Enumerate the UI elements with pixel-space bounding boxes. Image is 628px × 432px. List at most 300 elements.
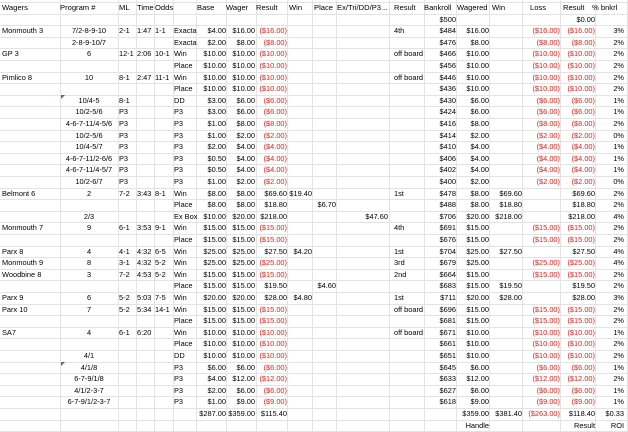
cell-loss[interactable]: ($6.00) xyxy=(536,385,560,395)
cell-fin[interactable]: 2nd xyxy=(394,269,407,279)
column-header-ml[interactable]: ML xyxy=(119,3,130,12)
cell-fin[interactable]: 1st xyxy=(394,293,404,302)
cell-fin[interactable]: off board xyxy=(394,72,424,82)
cell-wagered[interactable]: $9.00 xyxy=(470,397,489,407)
cell-track[interactable]: Monmouth 3 xyxy=(2,26,44,36)
cell-type[interactable]: P3 xyxy=(174,119,184,128)
cell-result[interactable]: $27.50 xyxy=(264,246,287,256)
cell-bankroll[interactable]: $683 xyxy=(439,281,456,291)
cell-loss[interactable]: ($9.00) xyxy=(536,397,560,407)
cell-base[interactable]: $2.00 xyxy=(207,385,226,395)
cell-wagered[interactable]: $6.00 xyxy=(470,95,489,105)
cell-wagered[interactable]: $15.00 xyxy=(466,281,489,291)
cell-base[interactable]: $15.00 xyxy=(203,269,226,279)
cell-type[interactable]: Win xyxy=(174,188,187,198)
cell-wager[interactable]: $20.00 xyxy=(232,211,255,221)
cell-result[interactable]: $28.00 xyxy=(264,293,287,302)
cell-odds[interactable]: 5-2 xyxy=(155,269,166,279)
cell-result[interactable]: ($8.00) xyxy=(263,37,287,47)
cell-time[interactable]: 2:06 xyxy=(137,49,152,59)
cell-odds[interactable]: 5-2 xyxy=(155,258,166,268)
cell-result[interactable]: ($15.00) xyxy=(259,304,287,314)
cell-bankroll[interactable]: $633 xyxy=(439,374,456,384)
cell-type[interactable]: Win xyxy=(174,269,187,279)
cell-loss[interactable]: ($16.00) xyxy=(532,26,560,36)
cell-wager[interactable]: $2.00 xyxy=(236,130,255,140)
cell-type[interactable]: Win xyxy=(174,223,187,233)
cell-base[interactable]: $0.50 xyxy=(207,153,226,163)
cell-pct[interactable]: 2% xyxy=(613,351,624,360)
cell-exotic[interactable]: $47.60 xyxy=(365,211,388,221)
cell-base[interactable]: $25.00 xyxy=(203,246,226,256)
column-header-wagered[interactable]: Wagered xyxy=(457,3,488,12)
cell-program[interactable]: 2 xyxy=(86,188,92,198)
cell-bankroll[interactable]: $704 xyxy=(439,246,456,256)
cell-track[interactable]: Parx 9 xyxy=(2,293,24,302)
cell-program[interactable]: 6-7-9/1/2-3-7 xyxy=(67,397,111,407)
cell-pct[interactable]: 2% xyxy=(613,339,624,349)
cell-wager[interactable]: $15.00 xyxy=(232,304,255,314)
cell-wagered[interactable]: $15.00 xyxy=(466,235,489,244)
cell-time[interactable]: 4:32 xyxy=(137,246,152,256)
cell-base[interactable]: $10.00 xyxy=(203,84,226,94)
cell-loss[interactable]: ($15.00) xyxy=(532,235,560,244)
cell-base[interactable]: $1.00 xyxy=(207,397,226,407)
column-header-time[interactable]: Time xyxy=(137,3,154,12)
cell-program[interactable]: 4 xyxy=(86,327,92,337)
cell-bankroll[interactable]: $430 xyxy=(439,95,456,105)
cell-ml[interactable]: 7-2 xyxy=(119,188,130,198)
cell-wagered[interactable]: $10.00 xyxy=(466,61,489,70)
cell-loss[interactable]: ($10.00) xyxy=(532,49,560,59)
cell-bankroll[interactable]: $676 xyxy=(439,235,456,244)
cell-track[interactable]: Parx 10 xyxy=(2,304,28,314)
cell-type[interactable]: P3 xyxy=(174,385,184,395)
cell-wager[interactable]: $8.00 xyxy=(236,37,255,47)
column-header-bankroll[interactable]: Bankroll xyxy=(424,3,452,12)
cell-loss[interactable]: ($6.00) xyxy=(536,107,560,117)
cell-result2[interactable]: ($6.00) xyxy=(571,95,595,105)
cell-pct[interactable]: 1% xyxy=(613,153,624,163)
cell-pct[interactable]: 1% xyxy=(613,385,624,395)
cell-result2[interactable]: ($15.00) xyxy=(567,235,595,244)
cell-base[interactable]: $20.00 xyxy=(203,293,226,302)
cell-wagered[interactable]: $25.00 xyxy=(466,246,489,256)
cell-ml[interactable]: 8-1 xyxy=(119,72,130,82)
cell-fin[interactable]: 4th xyxy=(394,26,405,36)
cell-result2[interactable]: $18.80 xyxy=(572,200,595,210)
cell-base[interactable]: $0.50 xyxy=(207,165,226,175)
cell-type[interactable]: Place xyxy=(174,200,193,210)
cell-base[interactable]: $2.00 xyxy=(207,142,226,152)
cell-bankroll[interactable]: $476 xyxy=(439,37,456,47)
cell-time[interactable]: 3:43 xyxy=(137,188,152,198)
cell-wagered[interactable]: $20.00 xyxy=(466,211,489,221)
cell-fin[interactable]: 1st xyxy=(394,188,404,198)
cell-bankroll[interactable]: $661 xyxy=(439,339,456,349)
cell-program[interactable]: 10/2-5/6 xyxy=(75,107,103,117)
cell-result2[interactable]: $19.50 xyxy=(572,281,595,291)
cell-result2[interactable]: ($15.00) xyxy=(567,269,595,279)
cell-pct[interactable]: 2% xyxy=(613,119,624,128)
column-header-result[interactable]: Result xyxy=(563,3,585,12)
column-header-base[interactable]: Base xyxy=(197,3,215,12)
cell-bankroll[interactable]: $627 xyxy=(439,385,456,395)
cell-win2[interactable]: $27.50 xyxy=(499,246,522,256)
cell-base[interactable]: $1.00 xyxy=(207,119,226,128)
cell-wagered[interactable]: $6.00 xyxy=(470,385,489,395)
cell-base[interactable]: $15.00 xyxy=(203,316,226,326)
cell-result2[interactable]: ($10.00) xyxy=(567,339,595,349)
cell-result2[interactable]: $28.00 xyxy=(572,293,595,302)
column-header-exotic[interactable]: Ex/Tri/DD/P3... xyxy=(337,3,388,12)
cell-ml[interactable]: P3 xyxy=(119,130,129,140)
cell-result2[interactable]: ($8.00) xyxy=(571,119,595,128)
cell-bankroll[interactable]: $424 xyxy=(439,107,456,117)
cell-result2[interactable]: ($4.00) xyxy=(571,153,595,163)
cell-ml[interactable]: 6-1 xyxy=(119,327,130,337)
cell-result[interactable]: ($10.00) xyxy=(259,72,287,82)
cell-wager[interactable]: $10.00 xyxy=(232,339,255,349)
cell-result[interactable]: ($10.00) xyxy=(259,84,287,94)
cell-odds[interactable]: 1-1 xyxy=(155,26,166,36)
cell-result2[interactable]: ($10.00) xyxy=(567,84,595,94)
cell-base[interactable]: $2.00 xyxy=(207,37,226,47)
cell-pct[interactable]: 1% xyxy=(613,142,624,152)
column-header-win[interactable]: Win xyxy=(289,3,303,12)
cell-odds[interactable]: 9-1 xyxy=(155,223,166,233)
cell-result[interactable]: ($10.00) xyxy=(259,339,287,349)
cell-ml[interactable]: P3 xyxy=(119,165,129,175)
cell-type[interactable]: Win xyxy=(174,293,187,302)
cell-base[interactable]: $3.00 xyxy=(207,107,226,117)
cell-base[interactable]: $287.00 xyxy=(199,409,226,418)
cell-base[interactable]: $15.00 xyxy=(203,223,226,233)
column-header-wagers[interactable]: Wagers xyxy=(2,3,28,12)
cell-type[interactable]: Win xyxy=(174,304,187,314)
cell-type[interactable]: Place xyxy=(174,281,193,291)
cell-wager[interactable]: $20.00 xyxy=(232,293,255,302)
cell-wager[interactable]: $10.00 xyxy=(232,327,255,337)
cell-type[interactable]: Ex Box xyxy=(174,211,198,221)
cell-result2[interactable]: $118.40 xyxy=(568,409,595,418)
cell-program[interactable]: 10 xyxy=(84,72,94,82)
cell-result2[interactable]: ($9.00) xyxy=(571,397,595,407)
cell-program[interactable]: 6 xyxy=(86,293,92,302)
cell-wager[interactable]: $25.00 xyxy=(232,246,255,256)
cell-base[interactable]: $8.00 xyxy=(207,200,226,210)
cell-base[interactable]: $10.00 xyxy=(203,211,226,221)
cell-pct[interactable]: 2% xyxy=(613,200,624,210)
cell-bankroll[interactable]: $416 xyxy=(439,119,456,128)
cell-wager[interactable]: $15.00 xyxy=(232,269,255,279)
cell-type[interactable]: Place xyxy=(174,339,193,349)
cell-place[interactable]: $4.60 xyxy=(317,281,336,291)
cell-bankroll[interactable]: $478 xyxy=(439,188,456,198)
cell-bankroll[interactable]: $488 xyxy=(439,200,456,210)
cell-bankroll[interactable]: $651 xyxy=(439,351,456,360)
cell-wager[interactable]: $25.00 xyxy=(232,258,255,268)
cell-result2[interactable]: ($8.00) xyxy=(571,37,595,47)
cell-ml[interactable]: P3 xyxy=(119,119,129,128)
cell-loss[interactable]: ($15.00) xyxy=(532,223,560,233)
cell-loss[interactable]: ($4.00) xyxy=(536,153,560,163)
cell-wagered[interactable]: $8.00 xyxy=(470,119,489,128)
cell-wagered[interactable]: $10.00 xyxy=(466,72,489,82)
cell-program[interactable]: 4 xyxy=(86,246,92,256)
cell-program[interactable]: 4-6-7-11/2-6/6 xyxy=(65,153,113,163)
cell-base[interactable]: $10.00 xyxy=(203,351,226,360)
cell-type[interactable]: Win xyxy=(174,246,187,256)
cell-loss[interactable]: ($6.00) xyxy=(536,362,560,372)
cell-program[interactable]: 7/2-8-9-10 xyxy=(71,26,107,36)
cell-result2[interactable]: $0.00 xyxy=(576,14,595,24)
cell-time[interactable]: 2:47 xyxy=(137,72,152,82)
cell-bankroll[interactable]: $618 xyxy=(439,397,456,407)
cell-pct[interactable]: ROI xyxy=(610,420,624,430)
cell-program[interactable]: 3 xyxy=(86,269,92,279)
cell-place[interactable]: $6.70 xyxy=(317,200,336,210)
cell-result2[interactable]: ($10.00) xyxy=(567,351,595,360)
cell-bankroll[interactable]: $406 xyxy=(439,153,456,163)
cell-fin[interactable]: 4th xyxy=(394,223,405,233)
cell-wager[interactable]: $10.00 xyxy=(232,351,255,360)
cell-result[interactable]: $18.80 xyxy=(264,200,287,210)
cell-wager[interactable]: $10.00 xyxy=(232,61,255,70)
cell-base[interactable]: $25.00 xyxy=(203,258,226,268)
cell-result[interactable]: ($6.00) xyxy=(263,385,287,395)
column-header-odds[interactable]: Odds xyxy=(155,3,174,12)
cell-wager[interactable]: $16.00 xyxy=(232,26,255,36)
cell-type[interactable]: Place xyxy=(174,235,193,244)
cell-time[interactable]: 3:53 xyxy=(137,223,152,233)
cell-loss[interactable]: ($15.00) xyxy=(532,269,560,279)
cell-result[interactable]: ($6.00) xyxy=(263,362,287,372)
cell-result2[interactable]: ($15.00) xyxy=(567,316,595,326)
cell-base[interactable]: $1.00 xyxy=(207,177,226,186)
cell-wager[interactable]: $10.00 xyxy=(232,72,255,82)
cell-wagered[interactable]: $10.00 xyxy=(466,339,489,349)
cell-wager[interactable]: $8.00 xyxy=(236,119,255,128)
cell-type[interactable]: P3 xyxy=(174,130,184,140)
cell-time[interactable]: 4:32 xyxy=(137,258,152,268)
cell-program[interactable]: 4-6-7-11/4-5/7 xyxy=(65,165,113,175)
cell-pct[interactable]: 2% xyxy=(613,281,624,291)
cell-base[interactable]: $10.00 xyxy=(203,49,226,59)
column-header-wager[interactable]: Wager xyxy=(226,3,249,12)
cell-result2[interactable]: ($10.00) xyxy=(567,327,595,337)
cell-wagered[interactable]: $359.00 xyxy=(462,409,489,418)
cell-wagered[interactable]: $16.00 xyxy=(466,26,489,36)
cell-type[interactable]: P3 xyxy=(174,362,184,372)
cell-type[interactable]: P3 xyxy=(174,177,184,186)
cell-pct[interactable]: 1% xyxy=(613,397,624,407)
cell-fin[interactable]: off board xyxy=(394,304,424,314)
cell-result2[interactable]: ($12.00) xyxy=(567,374,595,384)
cell-ml[interactable]: P3 xyxy=(119,142,129,152)
cell-wager[interactable]: $2.00 xyxy=(236,177,255,186)
cell-ml[interactable]: 7-2 xyxy=(119,269,130,279)
cell-type[interactable]: Place xyxy=(174,61,193,70)
cell-ml[interactable]: 6-1 xyxy=(119,223,130,233)
cell-pct[interactable]: 2% xyxy=(613,61,624,70)
cell-program[interactable]: 7 xyxy=(86,304,92,314)
cell-pct[interactable]: 1% xyxy=(613,327,624,337)
cell-wagered[interactable]: $15.00 xyxy=(466,269,489,279)
cell-program[interactable]: 2-8-9-10/7 xyxy=(71,37,107,47)
cell-pct[interactable]: 2% xyxy=(613,49,624,59)
cell-loss[interactable]: ($6.00) xyxy=(536,95,560,105)
cell-loss[interactable]: ($4.00) xyxy=(536,165,560,175)
column-header-result[interactable]: Result xyxy=(394,3,416,12)
cell-time[interactable]: 4:53 xyxy=(137,269,152,279)
cell-loss[interactable]: ($10.00) xyxy=(532,339,560,349)
cell-base[interactable]: $8.00 xyxy=(207,188,226,198)
cell-pct[interactable]: 4% xyxy=(613,246,624,256)
cell-win2[interactable]: $69.60 xyxy=(499,188,522,198)
cell-wager[interactable]: $8.00 xyxy=(236,188,255,198)
cell-pct[interactable]: 2% xyxy=(613,374,624,384)
cell-result[interactable]: ($4.00) xyxy=(263,142,287,152)
cell-wagered[interactable]: $2.00 xyxy=(470,130,489,140)
cell-wagered[interactable]: $2.00 xyxy=(470,177,489,186)
cell-bankroll[interactable]: $402 xyxy=(439,165,456,175)
cell-bankroll[interactable]: $671 xyxy=(439,327,456,337)
cell-bankroll[interactable]: $681 xyxy=(439,316,456,326)
cell-wager[interactable]: $359.00 xyxy=(228,409,255,418)
cell-type[interactable]: Place xyxy=(174,316,193,326)
cell-wager[interactable]: $9.00 xyxy=(236,397,255,407)
cell-track[interactable]: GP 3 xyxy=(2,49,19,59)
cell-result[interactable]: ($10.00) xyxy=(259,61,287,70)
cell-result2[interactable]: ($16.00) xyxy=(567,26,595,36)
cell-pct[interactable]: 3% xyxy=(613,293,624,302)
cell-wagered[interactable]: $8.00 xyxy=(470,188,489,198)
cell-wagered[interactable]: $6.00 xyxy=(470,362,489,372)
cell-type[interactable]: P3 xyxy=(174,142,184,152)
cell-odds[interactable]: 8-1 xyxy=(155,188,166,198)
cell-wagered[interactable]: $12.00 xyxy=(466,374,489,384)
cell-result[interactable]: ($25.00) xyxy=(259,258,287,268)
column-header-win[interactable]: Win xyxy=(492,3,506,12)
cell-pct[interactable]: 4% xyxy=(613,258,624,268)
cell-wagered[interactable]: $10.00 xyxy=(466,351,489,360)
cell-result2[interactable]: Result xyxy=(574,420,595,430)
cell-result2[interactable]: ($6.00) xyxy=(571,362,595,372)
cell-track[interactable]: Pimlico 8 xyxy=(2,72,32,82)
cell-pct[interactable]: 2% xyxy=(613,37,624,47)
cell-odds[interactable]: 14-1 xyxy=(155,304,170,314)
cell-result2[interactable]: ($4.00) xyxy=(571,165,595,175)
cell-result[interactable]: ($2.00) xyxy=(263,177,287,186)
cell-pct[interactable]: 0% xyxy=(613,130,624,140)
cell-fin[interactable]: off board xyxy=(394,327,424,337)
cell-wager[interactable]: $10.00 xyxy=(232,84,255,94)
cell-wagered[interactable]: $15.00 xyxy=(466,304,489,314)
column-header-loss[interactable]: Loss xyxy=(530,3,547,12)
cell-wagered[interactable]: $20.00 xyxy=(466,293,489,302)
cell-win2[interactable]: $18.80 xyxy=(499,200,522,210)
cell-wagered[interactable]: $8.00 xyxy=(470,200,489,210)
cell-wagered[interactable]: $10.00 xyxy=(466,84,489,94)
cell-loss[interactable]: ($2.00) xyxy=(536,177,560,186)
cell-result[interactable]: $69.60 xyxy=(264,188,287,198)
cell-type[interactable]: P3 xyxy=(174,107,184,117)
cell-bankroll[interactable]: $410 xyxy=(439,142,456,152)
cell-result[interactable]: ($10.00) xyxy=(259,351,287,360)
cell-result[interactable]: ($10.00) xyxy=(259,327,287,337)
cell-type[interactable]: Win xyxy=(174,72,187,82)
column-header-result[interactable]: Result xyxy=(256,3,278,12)
cell-win2[interactable]: $28.00 xyxy=(499,293,522,302)
cell-result2[interactable]: $69.60 xyxy=(572,188,595,198)
cell-ml[interactable]: 5-2 xyxy=(119,293,130,302)
cell-ml[interactable]: 4-1 xyxy=(119,246,130,256)
cell-result[interactable]: ($16.00) xyxy=(259,26,287,36)
cell-result2[interactable]: ($2.00) xyxy=(571,177,595,186)
cell-fin[interactable]: 3rd xyxy=(394,258,405,268)
cell-bankroll[interactable]: $466 xyxy=(439,49,456,59)
cell-program[interactable]: 9 xyxy=(86,223,92,233)
cell-wager[interactable]: $6.00 xyxy=(236,362,255,372)
cell-program[interactable]: 10/2-5/6 xyxy=(75,130,103,140)
cell-type[interactable]: P3 xyxy=(174,374,184,384)
cell-result2[interactable]: ($10.00) xyxy=(567,72,595,82)
cell-type[interactable]: P3 xyxy=(174,397,184,407)
cell-result2[interactable]: $218.00 xyxy=(568,211,595,221)
cell-bankroll[interactable]: $500 xyxy=(439,14,456,24)
cell-program[interactable]: 10/4-5/7 xyxy=(75,142,103,152)
cell-win2[interactable]: $19.50 xyxy=(499,281,522,291)
cell-program[interactable]: 4/1/8 xyxy=(80,362,98,372)
cell-result[interactable]: ($15.00) xyxy=(259,269,287,279)
cell-wagered[interactable]: $4.00 xyxy=(470,165,489,175)
cell-track[interactable]: Monmouth 9 xyxy=(2,258,44,268)
cell-type[interactable]: Win xyxy=(174,258,187,268)
cell-base[interactable]: $15.00 xyxy=(203,304,226,314)
cell-ml[interactable]: 12-1 xyxy=(119,49,134,59)
cell-base[interactable]: $6.00 xyxy=(207,362,226,372)
cell-time[interactable]: 5:03 xyxy=(137,293,152,302)
cell-wagered[interactable]: $8.00 xyxy=(470,37,489,47)
cell-track[interactable]: SA7 xyxy=(2,327,16,337)
cell-loss[interactable]: ($12.00) xyxy=(532,374,560,384)
cell-pct[interactable]: 2% xyxy=(613,304,624,314)
cell-wager[interactable]: $10.00 xyxy=(232,49,255,59)
cell-loss[interactable]: ($15.00) xyxy=(532,316,560,326)
cell-result2[interactable]: ($6.00) xyxy=(571,107,595,117)
cell-pct[interactable]: 2% xyxy=(613,188,624,198)
cell-base[interactable]: $10.00 xyxy=(203,327,226,337)
column-header-place[interactable]: Place xyxy=(314,3,333,12)
cell-loss[interactable]: ($10.00) xyxy=(532,327,560,337)
cell-result2[interactable]: ($2.00) xyxy=(571,130,595,140)
cell-track[interactable]: Belmont 6 xyxy=(2,188,36,198)
cell-result[interactable]: $19.50 xyxy=(264,281,287,291)
cell-program[interactable]: 2/3 xyxy=(83,211,95,221)
cell-result2[interactable]: ($4.00) xyxy=(571,142,595,152)
cell-pct[interactable]: 1% xyxy=(613,165,624,175)
cell-loss[interactable]: ($8.00) xyxy=(536,37,560,47)
cell-program[interactable]: 4/1 xyxy=(83,351,95,360)
cell-result[interactable]: ($4.00) xyxy=(263,153,287,163)
cell-wagered[interactable]: $10.00 xyxy=(466,327,489,337)
cell-ml[interactable]: 2-1 xyxy=(119,26,130,36)
cell-wager[interactable]: $6.00 xyxy=(236,385,255,395)
cell-wager[interactable]: $6.00 xyxy=(236,107,255,117)
cell-loss[interactable]: ($15.00) xyxy=(532,304,560,314)
cell-wagered[interactable]: $6.00 xyxy=(470,107,489,117)
